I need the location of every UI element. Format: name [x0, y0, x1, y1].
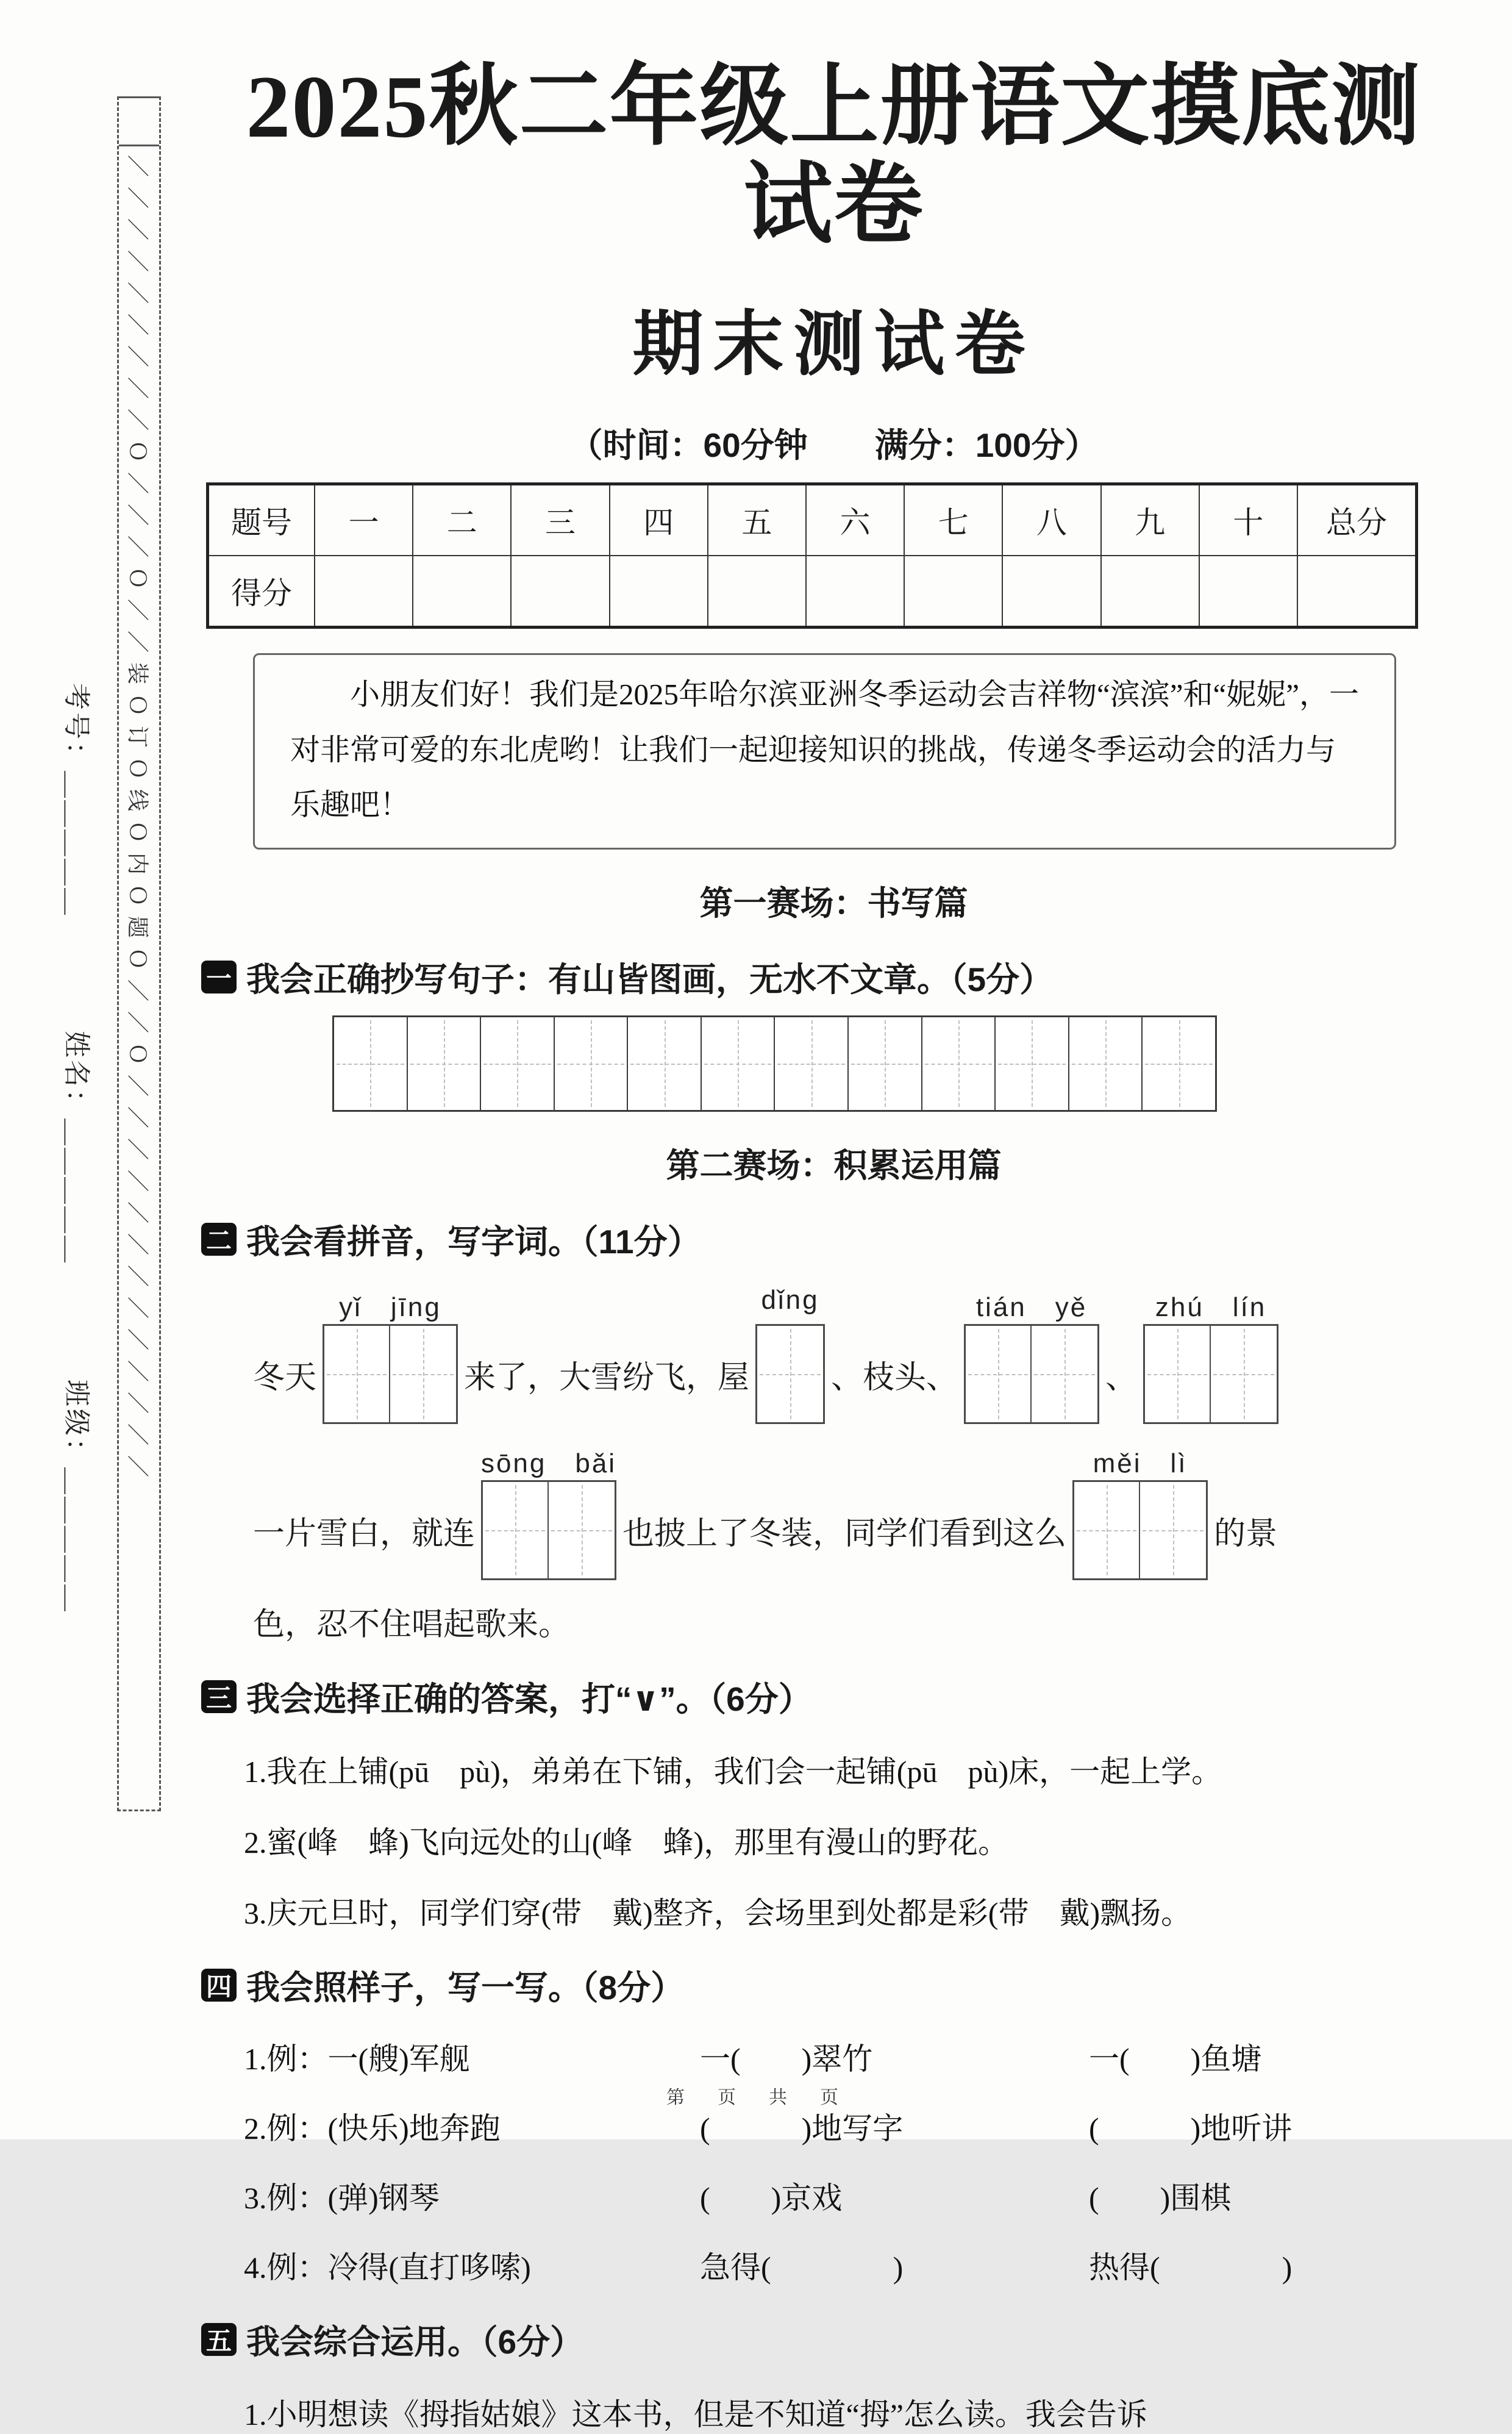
question-5-text: 我会综合运用。（6分）	[246, 2323, 584, 2361]
score-blank-cell	[315, 556, 413, 628]
blank-phrase: ( )地写字	[700, 2111, 904, 2146]
score-blank-cell	[610, 556, 708, 628]
mascot-intro-box: 小朋友们好！我们是2025年哈尔滨亚洲冬季运动会吉祥物“滨滨”和“妮妮”，一对非常可爱的东北虎哟！让我们一起迎接知识的挑战，传递冬季运动会的活力与乐趣吧！	[253, 653, 1396, 850]
score-header-cell: 五	[708, 484, 806, 556]
score-header-cell: 四	[610, 484, 708, 556]
pattern-write-row-1	[244, 2035, 1466, 2078]
question-3-text: 我会选择正确的答案，打“∨”。（6分）	[246, 1680, 812, 1719]
writing-grid-cell	[1143, 1017, 1215, 1110]
example-phrase: 1.例：一(艘)军舰	[244, 2042, 470, 2077]
question-5-number-badge: 五	[201, 2323, 237, 2356]
tianzige-cell	[1032, 1326, 1097, 1422]
tianzige-box-group	[964, 1324, 1099, 1424]
answer-box-ding	[755, 1285, 825, 1424]
seal-slashes-top: ／／／／／／／／／Ｏ／／／Ｏ／／	[125, 155, 151, 663]
question-4-header	[201, 1961, 1466, 2009]
sentence-segment: 的景	[1214, 1516, 1278, 1552]
page-number-footer: 第 页 共 页	[666, 2088, 846, 2108]
example-phrase: 4.例：冷得(直打哆嗦)	[244, 2250, 531, 2285]
tianzige-box-group	[323, 1324, 458, 1424]
score-header-cell: 十	[1199, 484, 1297, 556]
section-2-title: 第二赛场：积累运用篇	[666, 1147, 1002, 1185]
blank-phrase: 热得( )	[1089, 2250, 1293, 2285]
sentence-segment: 来了，大雪纷飞，屋	[464, 1360, 750, 1395]
example-phrase: 2.例：(快乐)地奔跑	[244, 2111, 501, 2146]
seal-strip-top-box	[119, 96, 159, 146]
exam-number-label: 考号：＿＿＿＿＿	[62, 683, 91, 917]
tianzige-cell	[1211, 1326, 1277, 1422]
choice-item-1: 1.我在上铺(pū pù)，弟弟在下铺，我们会一起铺(pū pù)床，一起上学。	[244, 1755, 1222, 1789]
score-header-cell: 一	[315, 484, 413, 556]
tianzige-cell	[390, 1326, 456, 1422]
score-row-label: 得分	[208, 556, 315, 628]
paper-content	[201, 0, 1466, 2434]
paper-subtitle-title: 期末测试卷	[632, 306, 1035, 385]
blank-phrase: 一( )翠竹	[700, 2042, 873, 2077]
pattern-write-row-3	[244, 2174, 1466, 2217]
tianzige-cell	[757, 1326, 823, 1422]
tianzige-cell	[483, 1482, 549, 1578]
binding-seal-strip	[117, 96, 161, 1811]
question-2-text: 我会看拼音，写字词。（11分）	[246, 1223, 701, 1261]
answer-box-yijing	[323, 1292, 458, 1424]
tianzige-cell	[324, 1326, 390, 1422]
pinyin-label-tianye: tián yě	[975, 1292, 1088, 1323]
writing-grid-cell	[775, 1017, 849, 1110]
score-header-cell: 九	[1101, 484, 1199, 556]
tianzige-cell	[966, 1326, 1032, 1422]
blank-phrase: ( )京戏	[700, 2181, 843, 2216]
question-2-header	[201, 1215, 1466, 1263]
blank-phrase: 急得( )	[700, 2250, 904, 2285]
writing-grid-cell	[702, 1017, 776, 1110]
tianzige-cell	[1074, 1482, 1140, 1578]
writing-grid-cell	[481, 1017, 555, 1110]
blank-phrase: 一( )鱼塘	[1089, 2042, 1262, 2077]
sentence-segment: 、	[1105, 1360, 1138, 1395]
score-table-header-row	[208, 484, 1417, 556]
question-1-header	[201, 953, 1466, 1001]
score-header-cell: 三	[511, 484, 609, 556]
paper-title: 2025秋二年级上册语文摸底测试卷	[246, 57, 1422, 254]
choice-item-3: 3.庆元旦时，同学们穿(带 戴)整齐，会场里到处都是彩(带 戴)飘扬。	[244, 1896, 1192, 1931]
sentence-segment: 一片雪白，就连	[253, 1516, 476, 1552]
score-header-cell: 七	[904, 484, 1002, 556]
example-phrase: 3.例：(弹)钢琴	[244, 2181, 440, 2216]
pinyin-fill-line-3: 色，忍不住唱起歌来。	[253, 1608, 571, 1643]
writing-grid-cell	[628, 1017, 702, 1110]
writing-grid-cell	[334, 1017, 408, 1110]
question-3-header	[201, 1672, 1466, 1720]
score-blank-cell	[1297, 556, 1417, 628]
tianzige-box-group	[755, 1324, 825, 1424]
tianzige-box-group	[1072, 1480, 1208, 1580]
score-blank-cell	[708, 556, 806, 628]
copy-sentence-writing-grid	[332, 1015, 1217, 1112]
question-4-text: 我会照样子，写一写。（8分）	[246, 1969, 685, 2007]
answer-box-songbai	[480, 1448, 617, 1580]
tianzige-cell	[1145, 1326, 1211, 1422]
score-blank-cell	[1101, 556, 1199, 628]
pinyin-label-meili: měi lì	[1093, 1448, 1188, 1479]
sentence-segment: 冬天	[253, 1360, 317, 1395]
pinyin-fill-line-1	[253, 1285, 1466, 1424]
comprehensive-item-1: 1.小明想读《拇指姑娘》这本书，但是不知道“拇”怎么读。我会告诉	[244, 2397, 1147, 2432]
pinyin-label-songbai: sōng bǎi	[480, 1448, 617, 1479]
score-blank-cell	[511, 556, 609, 628]
seal-slashes-bottom: Ｏ／／Ｏ／／／／／／／／／／／／／	[125, 948, 151, 1487]
pinyin-label-yijing: yǐ jīng	[339, 1292, 441, 1323]
score-header-cell: 总分	[1297, 484, 1417, 556]
score-header-cell: 二	[413, 484, 511, 556]
question-2-number-badge: 二	[201, 1223, 237, 1256]
pattern-write-row-2	[244, 2104, 1466, 2148]
writing-grid-cell	[922, 1017, 996, 1110]
tianzige-box-group	[481, 1480, 616, 1580]
pinyin-label-ding: dǐng	[761, 1285, 819, 1315]
score-header-cell: 六	[806, 484, 904, 556]
answer-box-meili	[1072, 1448, 1208, 1580]
answer-box-tianye	[964, 1292, 1099, 1424]
answer-box-zhulin	[1143, 1292, 1278, 1424]
question-1-number-badge: 一	[201, 961, 237, 993]
score-blank-cell	[1002, 556, 1100, 628]
writing-grid-cell	[996, 1017, 1069, 1110]
score-table-score-row	[208, 556, 1417, 628]
time-and-score-line: （时间：60分钟 满分：100分）	[569, 426, 1099, 465]
writing-grid-cell	[849, 1017, 922, 1110]
blank-phrase: ( )围棋	[1089, 2181, 1232, 2216]
student-name-label: 姓名：＿＿＿＿＿	[62, 1031, 91, 1265]
writing-grid-cell	[1069, 1017, 1143, 1110]
writing-grid-cell	[555, 1017, 629, 1110]
section-1-title: 第一赛场：书写篇	[699, 884, 968, 923]
sentence-segment: 、枝头、	[831, 1360, 958, 1395]
question-5-header	[201, 2315, 1466, 2363]
tianzige-box-group	[1143, 1324, 1278, 1424]
pattern-write-row-4	[244, 2243, 1466, 2287]
class-label: 班级：＿＿＿＿＿	[62, 1380, 91, 1614]
pinyin-label-zhulin: zhú lín	[1155, 1292, 1267, 1323]
question-1-text: 我会正确抄写句子：有山皆图画，无水不文章。（5分）	[246, 961, 1054, 999]
score-blank-cell	[806, 556, 904, 628]
blank-phrase: ( )地听讲	[1089, 2111, 1293, 2146]
score-blank-cell	[413, 556, 511, 628]
writing-grid-cell	[408, 1017, 482, 1110]
sentence-segment: 也披上了冬装，同学们看到这么	[622, 1516, 1067, 1552]
seal-line-pattern	[124, 146, 155, 1809]
pinyin-fill-line-2	[253, 1448, 1466, 1580]
question-3-number-badge: 三	[201, 1680, 237, 1713]
score-blank-cell	[904, 556, 1002, 628]
seal-binding-line-text: 装Ｏ订Ｏ线Ｏ内Ｏ题	[125, 662, 151, 948]
tianzige-cell	[549, 1482, 615, 1578]
choice-item-2: 2.蜜(峰 蜂)飞向远处的山(峰 蜂)，那里有漫山的野花。	[244, 1825, 1009, 1860]
score-blank-cell	[1199, 556, 1297, 628]
question-4-number-badge: 四	[201, 1969, 237, 2002]
score-table	[206, 482, 1418, 629]
score-header-cell: 八	[1002, 484, 1100, 556]
tianzige-cell	[1140, 1482, 1206, 1578]
score-header-cell: 题号	[208, 484, 315, 556]
